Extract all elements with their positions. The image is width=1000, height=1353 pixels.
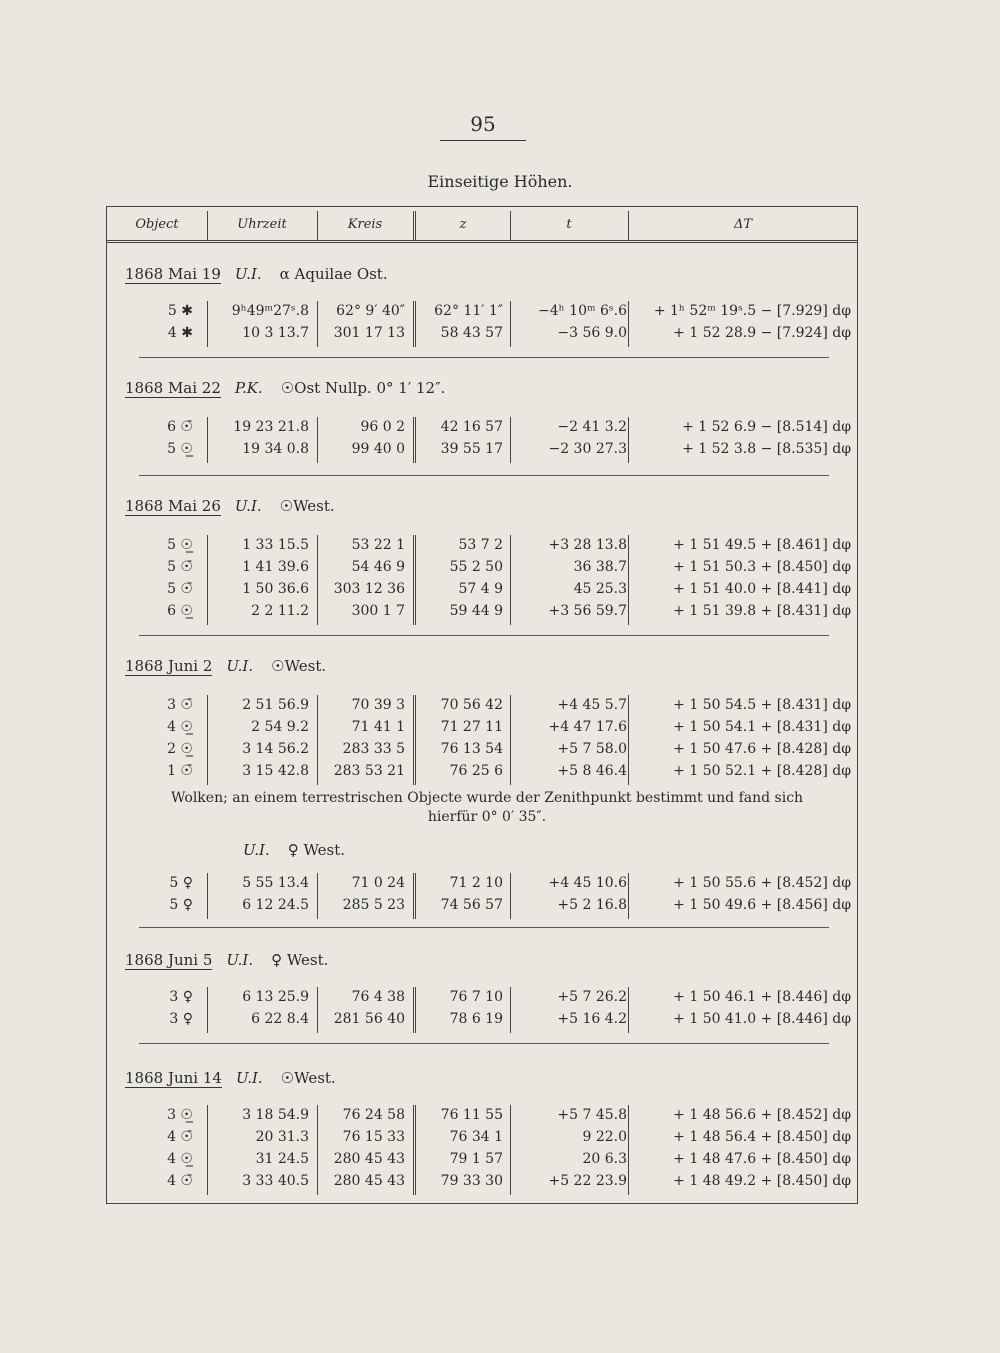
cell-t: +5 22 23.9 — [548, 1173, 627, 1189]
cell-t: −2 30 27.3 — [548, 441, 627, 457]
section-instrument: U.I. — [235, 1069, 263, 1087]
column-divider — [317, 987, 318, 1033]
column-divider — [510, 695, 511, 785]
column-divider — [207, 1105, 208, 1195]
column-divider — [510, 873, 511, 919]
table-row — [107, 1011, 857, 1033]
cell-object: 5 ☉̄ — [167, 581, 193, 597]
cell-uhrzeit: 1 41 39.6 — [242, 559, 309, 575]
table-row — [107, 763, 857, 785]
cell-object: 5 ♀ — [169, 875, 193, 891]
cell-delta-t: + 1 50 46.1 + [8.446] dφ — [673, 989, 851, 1005]
subsection-header — [243, 841, 345, 859]
table-row — [107, 1107, 857, 1129]
cell-t: +3 28 13.8 — [548, 537, 627, 553]
cell-object: 5 ☉̲ — [167, 537, 193, 553]
cell-kreis: 300 1 7 — [351, 603, 405, 619]
cell-z: 76 34 1 — [449, 1129, 503, 1145]
cell-uhrzeit: 3 14 56.2 — [242, 741, 309, 757]
cell-t: +4 47 17.6 — [548, 719, 627, 735]
cell-delta-t: + 1 50 55.6 + [8.452] dφ — [673, 875, 851, 891]
cell-kreis: 71 0 24 — [351, 875, 405, 891]
column-divider — [510, 301, 511, 347]
cell-uhrzeit: 2 51 56.9 — [242, 697, 309, 713]
table-row — [107, 1129, 857, 1151]
column-divider — [207, 417, 208, 463]
header-delta-t: ΔT — [733, 217, 753, 232]
section-date: 1868 Mai 22 — [125, 379, 221, 397]
cell-z: 39 55 17 — [440, 441, 503, 457]
cell-uhrzeit: 2 2 11.2 — [251, 603, 309, 619]
note-line: hierfür 0° 0′ 35″. — [427, 809, 547, 825]
column-divider — [413, 987, 416, 1033]
cell-delta-t: + 1 48 49.2 + [8.450] dφ — [673, 1173, 851, 1189]
cell-uhrzeit: 6 13 25.9 — [242, 989, 309, 1005]
cell-delta-t: + 1 48 47.6 + [8.450] dφ — [673, 1151, 851, 1167]
cell-t: 9 22.0 — [582, 1129, 627, 1145]
cell-uhrzeit: 9ʰ49ᵐ27ˢ.8 — [231, 303, 309, 319]
cell-z: 70 56 42 — [440, 697, 503, 713]
cell-t: +4 45 10.6 — [548, 875, 627, 891]
cell-z: 76 25 6 — [449, 763, 503, 779]
section-header — [125, 657, 326, 676]
cell-uhrzeit: 6 12 24.5 — [242, 897, 309, 913]
header-kreis: Kreis — [347, 217, 383, 232]
cell-t: 36 38.7 — [573, 559, 627, 575]
cell-z: 78 6 19 — [449, 1011, 503, 1027]
cell-object: 3 ♀ — [169, 1011, 193, 1027]
cell-kreis: 99 40 0 — [351, 441, 405, 457]
table-row — [107, 1173, 857, 1195]
cell-t: 20 6.3 — [582, 1151, 627, 1167]
section-header — [125, 497, 335, 516]
cell-object: 4 ☉̄ — [167, 1173, 193, 1189]
cell-uhrzeit: 3 18 54.9 — [242, 1107, 309, 1123]
cell-object: 6 ☉̄ — [167, 419, 193, 435]
section-rule — [139, 1043, 829, 1044]
cell-z: 42 16 57 — [440, 419, 503, 435]
table-row — [107, 325, 857, 347]
cell-z: 79 1 57 — [449, 1151, 503, 1167]
header-z: z — [459, 217, 467, 232]
column-divider — [413, 873, 416, 919]
cell-object: 4 ☉̲ — [167, 1151, 193, 1167]
cell-delta-t: + 1 51 50.3 + [8.450] dφ — [673, 559, 851, 575]
column-divider — [413, 695, 416, 785]
section-rule — [139, 357, 829, 358]
observation-note — [157, 789, 817, 827]
cell-kreis: 53 22 1 — [351, 537, 405, 553]
column-divider — [413, 301, 416, 347]
section-target: ☉West. — [280, 1069, 336, 1087]
cell-t: +5 7 45.8 — [557, 1107, 627, 1123]
cell-delta-t: + 1 50 41.0 + [8.446] dφ — [673, 1011, 851, 1027]
column-divider — [317, 417, 318, 463]
column-divider — [628, 695, 629, 785]
cell-uhrzeit: 1 33 15.5 — [242, 537, 309, 553]
cell-uhrzeit: 3 15 42.8 — [242, 763, 309, 779]
cell-kreis: 285 5 23 — [342, 897, 405, 913]
column-divider — [317, 873, 318, 919]
cell-object: 5 ✱ — [167, 303, 193, 319]
table-row — [107, 559, 857, 581]
cell-kreis: 281 56 40 — [333, 1011, 405, 1027]
page-title: Einseitige Höhen. — [427, 172, 573, 191]
cell-uhrzeit: 2 54 9.2 — [251, 719, 309, 735]
table-row — [107, 697, 857, 719]
section-instrument: U.I. — [226, 657, 254, 675]
table-row — [107, 603, 857, 625]
cell-z: 71 2 10 — [449, 875, 503, 891]
cell-uhrzeit: 1 50 36.6 — [242, 581, 309, 597]
cell-z: 71 27 11 — [440, 719, 503, 735]
cell-z: 58 43 57 — [440, 325, 503, 341]
cell-delta-t: + 1 48 56.4 + [8.450] dφ — [673, 1129, 851, 1145]
cell-kreis: 70 39 3 — [351, 697, 405, 713]
column-divider — [207, 987, 208, 1033]
column-divider — [207, 301, 208, 347]
cell-uhrzeit: 5 55 13.4 — [242, 875, 309, 891]
cell-delta-t: + 1 50 52.1 + [8.428] dφ — [673, 763, 851, 779]
cell-z: 57 4 9 — [458, 581, 503, 597]
section-target: ♀ West. — [287, 841, 346, 859]
column-divider — [628, 1105, 629, 1195]
cell-kreis: 283 53 21 — [333, 763, 405, 779]
column-divider — [207, 873, 208, 919]
cell-kreis: 96 0 2 — [360, 419, 405, 435]
section-instrument: U.I. — [234, 265, 262, 283]
cell-z: 62° 11′ 1″ — [434, 303, 503, 319]
column-divider — [628, 417, 629, 463]
section-target: ♀ West. — [271, 951, 329, 969]
table-row — [107, 875, 857, 897]
column-divider — [207, 695, 208, 785]
cell-delta-t: + 1 52 28.9 − [7.924] dφ — [673, 325, 851, 341]
column-divider — [510, 1105, 511, 1195]
section-header — [125, 265, 388, 284]
header-t: t — [566, 217, 572, 232]
cell-delta-t: + 1 51 49.5 + [8.461] dφ — [673, 537, 851, 553]
cell-object: 3 ☉̲ — [167, 1107, 193, 1123]
column-divider — [413, 417, 416, 463]
section-target: ☉West. — [271, 657, 327, 675]
cell-object: 3 ♀ — [169, 989, 193, 1005]
section-header — [125, 951, 328, 970]
cell-t: +5 8 46.4 — [557, 763, 627, 779]
cell-object: 4 ☉̲ — [167, 719, 193, 735]
cell-delta-t: + 1 50 47.6 + [8.428] dφ — [673, 741, 851, 757]
section-instrument: U.I. — [243, 841, 270, 859]
cell-z: 76 13 54 — [440, 741, 503, 757]
cell-kreis: 280 45 43 — [333, 1151, 405, 1167]
section-date: 1868 Mai 19 — [125, 265, 221, 283]
cell-delta-t: + 1 51 39.8 + [8.431] dφ — [673, 603, 851, 619]
cell-object: 5 ☉̄ — [167, 559, 193, 575]
section-date: 1868 Juni 5 — [125, 951, 213, 969]
table-row — [107, 897, 857, 919]
column-divider — [628, 873, 629, 919]
cell-uhrzeit: 3 33 40.5 — [242, 1173, 309, 1189]
section-header — [125, 1069, 336, 1088]
column-divider — [317, 535, 318, 625]
table-row — [107, 303, 857, 325]
cell-z: 76 11 55 — [440, 1107, 503, 1123]
cell-t: +5 7 58.0 — [557, 741, 627, 757]
cell-delta-t: + 1 52 3.8 − [8.535] dφ — [682, 441, 851, 457]
observation-table — [106, 206, 858, 1204]
cell-z: 74 56 57 — [440, 897, 503, 913]
cell-object: 2 ☉̲ — [167, 741, 193, 757]
column-divider — [628, 535, 629, 625]
table-header — [107, 207, 857, 243]
cell-t: +3 56 59.7 — [548, 603, 627, 619]
section-date: 1868 Juni 14 — [125, 1069, 222, 1087]
section-instrument: U.I. — [226, 951, 254, 969]
column-divider — [317, 695, 318, 785]
page-number: 95 — [440, 112, 526, 141]
table-row — [107, 1151, 857, 1173]
column-divider — [628, 987, 629, 1033]
column-divider — [207, 535, 208, 625]
cell-t: +4 45 5.7 — [557, 697, 627, 713]
header-uhrzeit: Uhrzeit — [237, 217, 287, 232]
cell-kreis: 76 4 38 — [351, 989, 405, 1005]
cell-kreis: 280 45 43 — [333, 1173, 405, 1189]
section-header — [125, 379, 445, 398]
cell-object: 5 ♀ — [169, 897, 193, 913]
cell-kreis: 54 46 9 — [351, 559, 405, 575]
cell-z: 55 2 50 — [449, 559, 503, 575]
cell-kreis: 301 17 13 — [333, 325, 405, 341]
cell-uhrzeit: 31 24.5 — [255, 1151, 309, 1167]
section-target: ☉Ost Nullp. 0° 1′ 12″. — [280, 379, 446, 397]
cell-delta-t: + 1 48 56.6 + [8.452] dφ — [673, 1107, 851, 1123]
section-instrument: P.K. — [234, 379, 263, 397]
cell-t: −4ʰ 10ᵐ 6ˢ.6 — [538, 303, 627, 319]
table-row — [107, 719, 857, 741]
cell-uhrzeit: 10 3 13.7 — [242, 325, 309, 341]
cell-object: 4 ☉̄ — [167, 1129, 193, 1145]
cell-object: 3 ☉̄ — [167, 697, 193, 713]
header-divider — [413, 211, 416, 241]
table-row — [107, 419, 857, 441]
section-instrument: U.I. — [234, 497, 262, 515]
cell-delta-t: + 1 50 54.1 + [8.431] dφ — [673, 719, 851, 735]
table-row — [107, 989, 857, 1011]
cell-uhrzeit: 19 23 21.8 — [233, 419, 309, 435]
column-divider — [413, 535, 416, 625]
section-rule — [139, 475, 829, 476]
column-divider — [510, 417, 511, 463]
column-divider — [628, 301, 629, 347]
column-divider — [510, 535, 511, 625]
table-row — [107, 537, 857, 559]
table-row — [107, 581, 857, 603]
cell-object: 6 ☉̲ — [167, 603, 193, 619]
section-target: ☉West. — [279, 497, 335, 515]
section-date: 1868 Mai 26 — [125, 497, 221, 515]
cell-kreis: 71 41 1 — [351, 719, 405, 735]
section-rule — [139, 635, 829, 636]
cell-uhrzeit: 19 34 0.8 — [242, 441, 309, 457]
column-divider — [317, 1105, 318, 1195]
table-row — [107, 441, 857, 463]
section-target: α Aquilae Ost. — [279, 265, 388, 283]
cell-delta-t: + 1 50 49.6 + [8.456] dφ — [673, 897, 851, 913]
table-row — [107, 741, 857, 763]
cell-kreis: 76 24 58 — [342, 1107, 405, 1123]
column-divider — [317, 301, 318, 347]
cell-delta-t: + 1 51 40.0 + [8.441] dφ — [673, 581, 851, 597]
cell-t: +5 16 4.2 — [557, 1011, 627, 1027]
cell-kreis: 76 15 33 — [342, 1129, 405, 1145]
cell-kreis: 303 12 36 — [333, 581, 405, 597]
cell-object: 4 ✱ — [167, 325, 193, 341]
cell-kreis: 283 33 5 — [342, 741, 405, 757]
cell-kreis: 62° 9′ 40″ — [336, 303, 405, 319]
header-object: Object — [135, 217, 179, 232]
cell-delta-t: + 1 52 6.9 − [8.514] dφ — [682, 419, 851, 435]
cell-object: 5 ☉̲ — [167, 441, 193, 457]
column-divider — [413, 1105, 416, 1195]
note-line: Wolken; an einem terrestrischen Objecte wurde der Zenithpunkt bestimmt und fand sich — [170, 790, 804, 806]
column-divider — [510, 987, 511, 1033]
cell-z: 59 44 9 — [449, 603, 503, 619]
cell-z: 76 7 10 — [449, 989, 503, 1005]
section-date: 1868 Juni 2 — [125, 657, 213, 675]
cell-t: −3 56 9.0 — [557, 325, 627, 341]
cell-t: +5 7 26.2 — [557, 989, 627, 1005]
cell-z: 53 7 2 — [458, 537, 503, 553]
cell-t: 45 25.3 — [573, 581, 627, 597]
cell-object: 1 ☉̄ — [167, 763, 193, 779]
cell-delta-t: + 1 50 54.5 + [8.431] dφ — [673, 697, 851, 713]
cell-t: −2 41 3.2 — [557, 419, 627, 435]
cell-t: +5 2 16.8 — [557, 897, 627, 913]
cell-z: 79 33 30 — [440, 1173, 503, 1189]
cell-uhrzeit: 20 31.3 — [255, 1129, 309, 1145]
cell-uhrzeit: 6 22 8.4 — [251, 1011, 309, 1027]
section-rule — [139, 927, 829, 928]
cell-delta-t: + 1ʰ 52ᵐ 19ˢ.5 − [7.929] dφ — [653, 303, 851, 319]
